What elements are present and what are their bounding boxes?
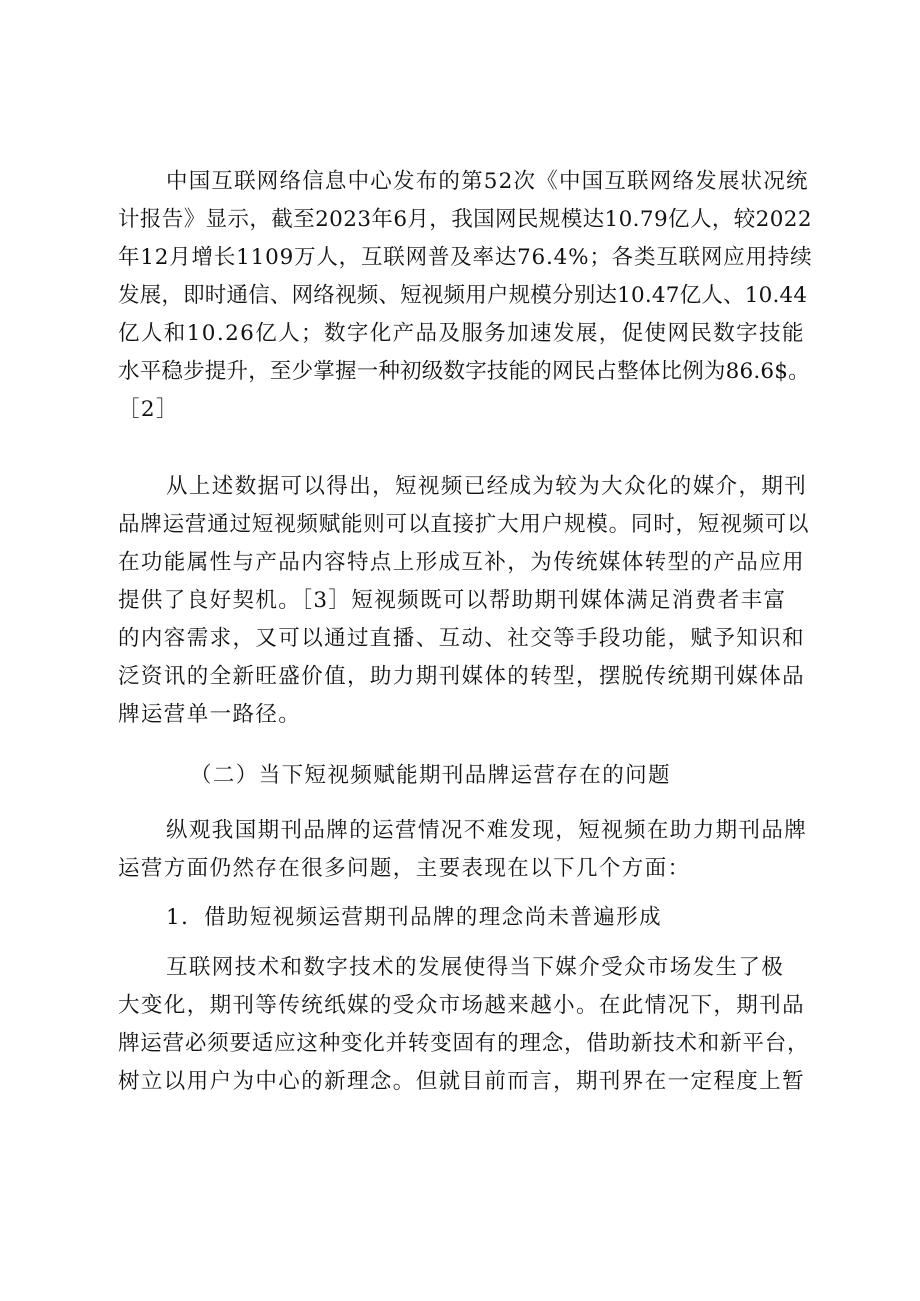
para1-line2: 计报告》显示，截至2023年6月，我国网民规模达10.79亿人，较2022 (118, 207, 812, 232)
para2-line3: 在功能属性与产品内容特点上形成互补，为传统媒体转型的产品应用 (118, 550, 806, 575)
para2-line4: 提供了良好契机。［3］短视频既可以帮助期刊媒体满足消费者丰富 (118, 588, 787, 613)
para1-line3: 年12月增长1109万人，互联网普及率达76.4%；各类互联网应用持续 (118, 245, 813, 270)
para1-line1: 中国互联网络信息中心发布的第52次《中国互联网络发展状况统 (166, 169, 809, 194)
para1-line5: 亿人和10.26亿人；数字化产品及服务加速发展，促使网民数字技能 (118, 321, 805, 346)
para1-line6: 水平稳步提升，至少掌握一种初级数字技能的网民占整体比例为86.6$。 (118, 359, 810, 384)
subheading-1: 1．借助短视频运营期刊品牌的理念尚未普遍形成 (166, 905, 662, 930)
para4-line3: 牌运营必须要适应这种变化并转变固有的理念，借助新技术和新平台， (118, 1031, 810, 1056)
para2-line5: 的内容需求，又可以通过直播、互动、社交等手段功能，赋予知识和 (118, 626, 806, 651)
para4-line1: 互联网技术和数字技术的发展使得当下媒介受众市场发生了极 (166, 955, 785, 980)
para2-line1: 从上述数据可以得出，短视频已经成为较为大众化的媒介，期刊 (166, 474, 808, 499)
section-heading: （二）当下短视频赋能期刊品牌运营存在的问题 (190, 763, 671, 788)
para4-line4: 树立以用户为中心的新理念。但就目前而言，期刊界在一定程度上暂 (118, 1069, 806, 1094)
para1-line4: 发展，即时通信、网络视频、短视频用户规模分别达10.47亿人、10.44 (118, 283, 808, 308)
para3-line1: 纵观我国期刊品牌的运营情况不难发现，短视频在助力期刊品牌 (166, 818, 808, 843)
para2-line6: 泛资讯的全新旺盛价值，助力期刊媒体的转型，摆脱传统期刊媒体品 (118, 664, 806, 689)
para2-line2: 品牌运营通过短视频赋能则可以直接扩大用户规模。同时，短视频可以 (118, 512, 810, 537)
para2-line7: 牌运营单一路径。 (118, 702, 302, 727)
citation-2: ［2］ (118, 397, 179, 422)
para3-line2: 运营方面仍然存在很多问题，主要表现在以下几个方面： (118, 856, 691, 881)
para4-line2: 大变化，期刊等传统纸媒的受众市场越来越小。在此情况下，期刊品 (118, 993, 806, 1018)
